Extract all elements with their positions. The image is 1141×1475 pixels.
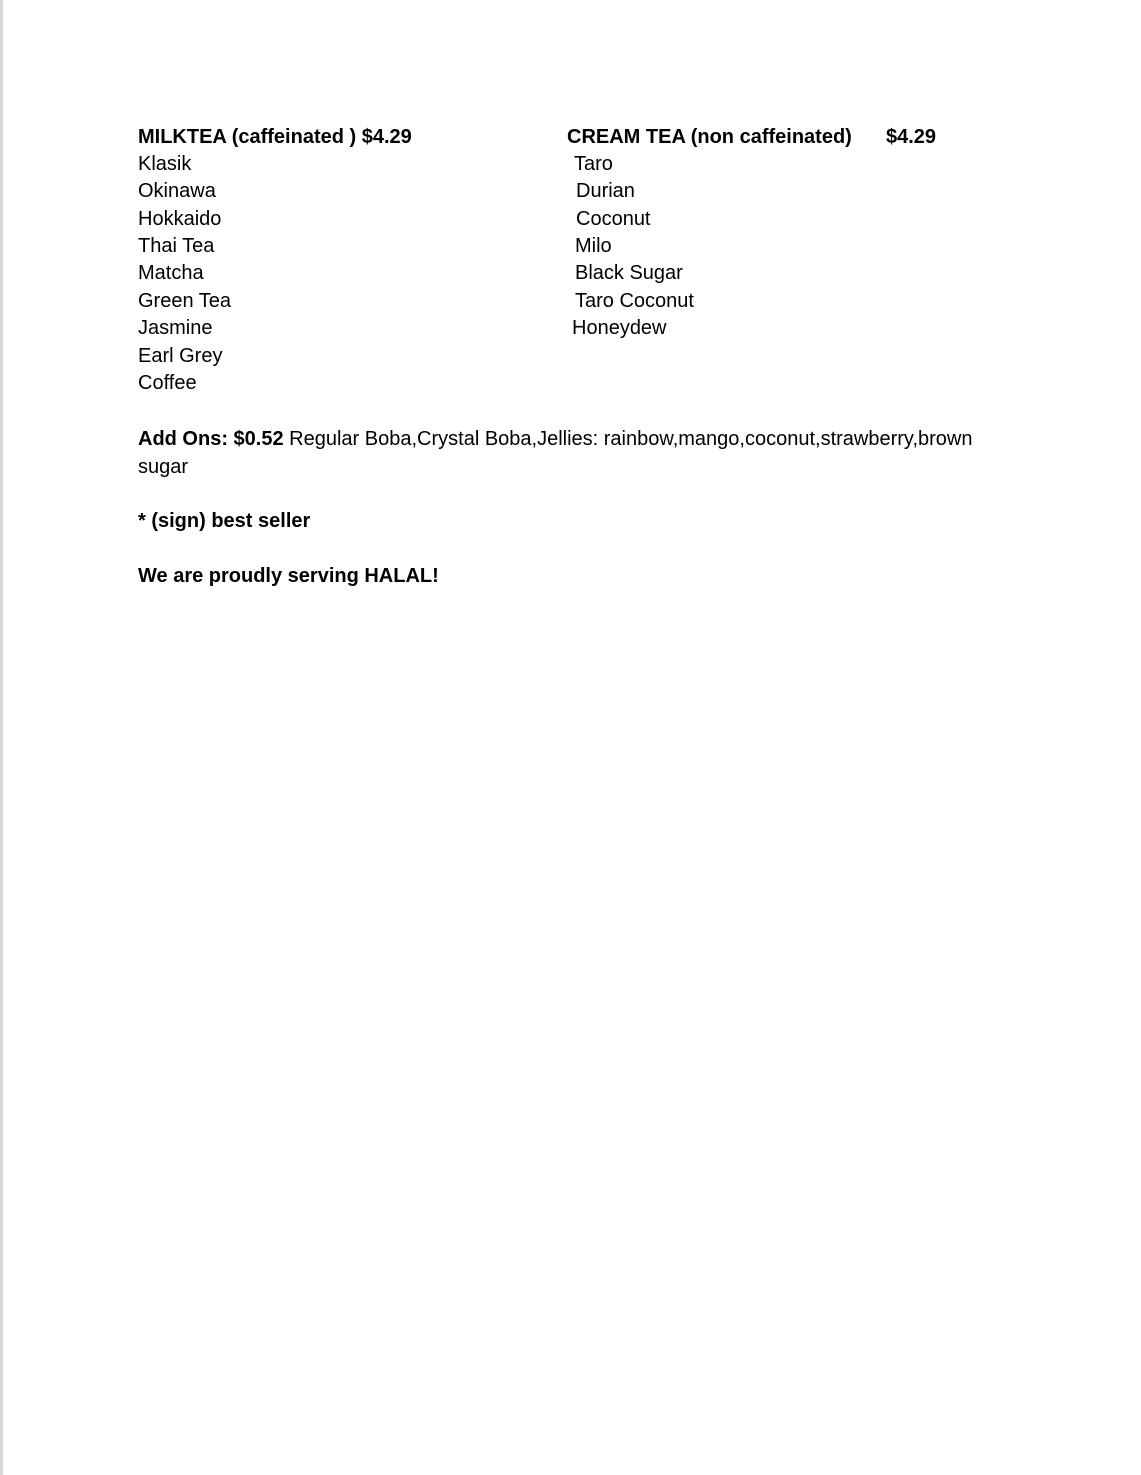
creamtea-price: $4.29 — [886, 126, 937, 148]
creamtea-item: Milo — [575, 235, 612, 257]
halal-note: We are proudly serving HALAL! — [138, 565, 439, 587]
addons-label: Add Ons: $0.52 — [138, 428, 284, 450]
creamtea-item: Taro Coconut — [575, 290, 694, 312]
best-seller-note: * (sign) best seller — [138, 510, 311, 532]
creamtea-item: Taro — [574, 153, 613, 175]
milktea-item: Klasik — [138, 153, 192, 175]
milktea-item: Earl Grey — [138, 345, 223, 367]
addons-text: Regular Boba,Crystal Boba,Jellies: rainbow,mango,coconut,strawberry,brown sugar — [138, 428, 973, 478]
milktea-item: Thai Tea — [138, 235, 215, 257]
creamtea-item: Black Sugar — [575, 262, 683, 284]
addons-paragraph — [138, 426, 1018, 481]
creamtea-heading: CREAM TEA (non caffeinated) — [567, 126, 852, 148]
milktea-item: Hokkaido — [138, 208, 222, 230]
milktea-item: Matcha — [138, 262, 204, 284]
creamtea-item: Honeydew — [572, 317, 667, 339]
milktea-item: Coffee — [138, 372, 197, 394]
milktea-item: Jasmine — [138, 317, 213, 339]
milktea-heading: MILKTEA (caffeinated ) $4.29 — [138, 126, 412, 148]
creamtea-item: Coconut — [576, 208, 651, 230]
milktea-item: Okinawa — [138, 180, 216, 202]
creamtea-item: Durian — [576, 180, 635, 202]
milktea-item: Green Tea — [138, 290, 232, 312]
